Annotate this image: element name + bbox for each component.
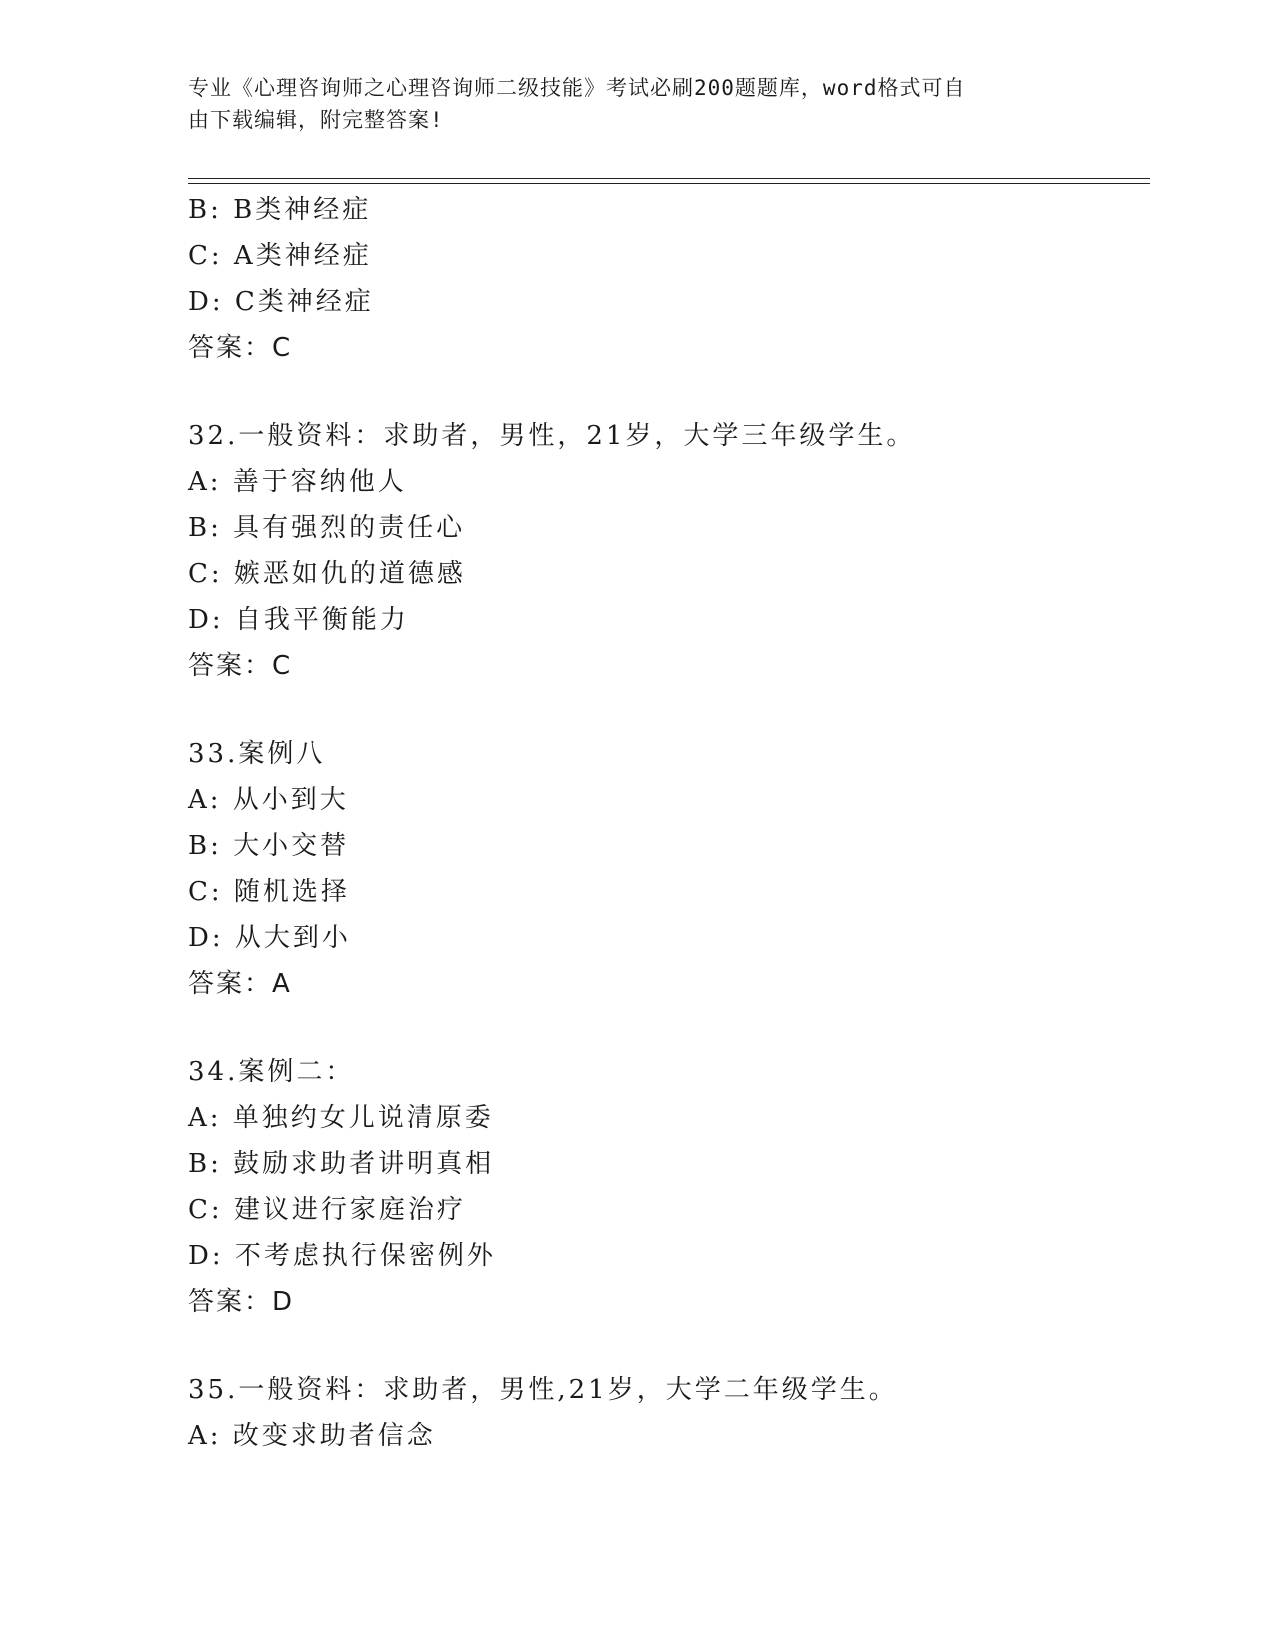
header-line-2: 由下载编辑，附完整答案! bbox=[188, 108, 444, 132]
option-b: B: B类神经症 bbox=[188, 195, 372, 225]
question-title: 35.一般资料：求助者，男性,21岁，大学二年级学生。 bbox=[188, 1375, 898, 1405]
option-a: A: 善于容纳他人 bbox=[188, 467, 407, 497]
answer-line: 答案：C bbox=[188, 651, 293, 681]
document-header bbox=[188, 72, 1068, 136]
answer-line: 答案：C bbox=[188, 333, 293, 363]
option-a: A: 改变求助者信念 bbox=[188, 1421, 436, 1451]
header-line-1: 专业《心理咨询师之心理咨询师二级技能》考试必刷200题题库，word格式可自 bbox=[188, 76, 966, 100]
answer-line: 答案：A bbox=[188, 969, 292, 999]
prev-question-block bbox=[188, 187, 1148, 371]
option-d: D: 自我平衡能力 bbox=[188, 605, 409, 635]
option-b: B: 具有强烈的责任心 bbox=[188, 513, 466, 543]
option-d: D: 不考虑执行保密例外 bbox=[188, 1241, 496, 1271]
option-c: C: A类神经症 bbox=[188, 241, 372, 271]
question-title: 33.案例八 bbox=[188, 739, 326, 769]
question-title: 32.一般资料：求助者，男性，21岁，大学三年级学生。 bbox=[188, 421, 916, 451]
option-d: D: 从大到小 bbox=[188, 923, 351, 953]
header-divider-bottom bbox=[188, 183, 1150, 184]
question-content bbox=[188, 187, 1148, 1459]
question-34 bbox=[188, 1049, 1148, 1325]
answer-line: 答案：D bbox=[188, 1287, 295, 1317]
question-33 bbox=[188, 731, 1148, 1007]
option-a: A: 单独约女儿说清原委 bbox=[188, 1103, 494, 1133]
option-d: D: C类神经症 bbox=[188, 287, 374, 317]
question-title: 34.案例二： bbox=[188, 1057, 355, 1087]
option-b: B: 大小交替 bbox=[188, 831, 350, 861]
option-c: C: 嫉恶如仇的道德感 bbox=[188, 559, 466, 589]
option-c: C: 随机选择 bbox=[188, 877, 350, 907]
option-b: B: 鼓励求助者讲明真相 bbox=[188, 1149, 495, 1179]
option-a: A: 从小到大 bbox=[188, 785, 349, 815]
header-divider-top bbox=[188, 178, 1150, 179]
question-32 bbox=[188, 413, 1148, 689]
option-c: C: 建议进行家庭治疗 bbox=[188, 1195, 466, 1225]
question-35 bbox=[188, 1367, 1148, 1459]
